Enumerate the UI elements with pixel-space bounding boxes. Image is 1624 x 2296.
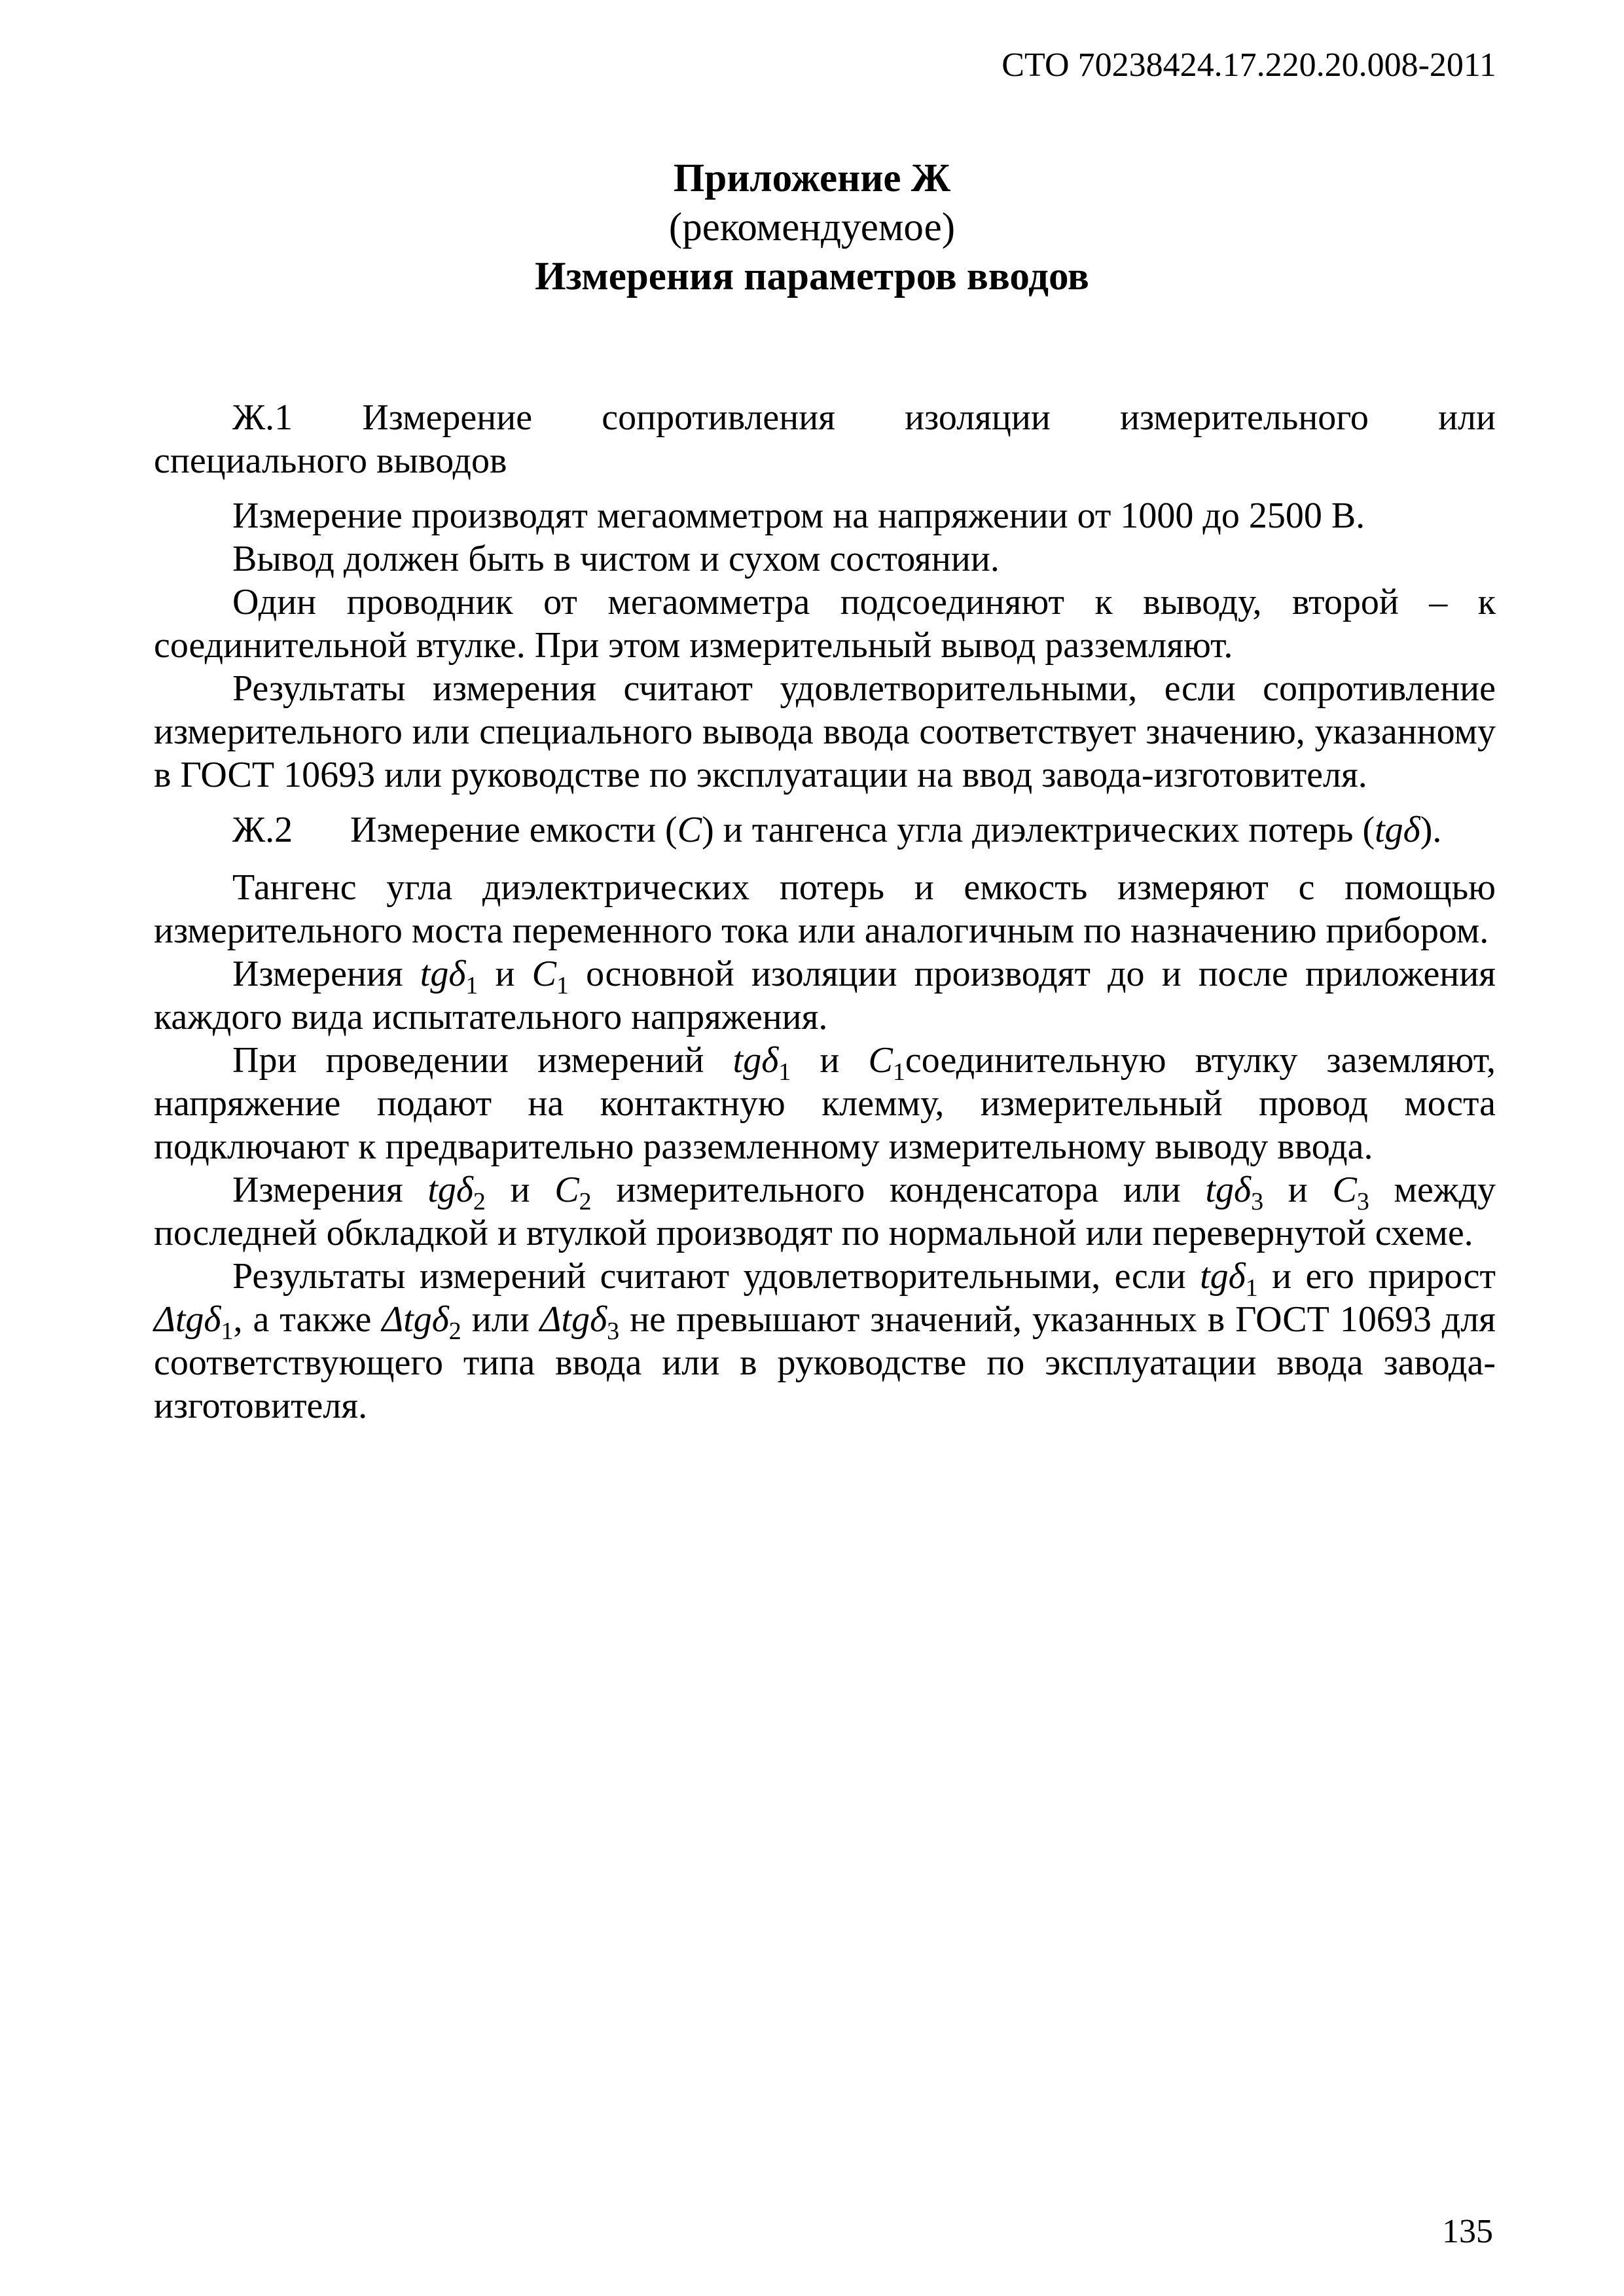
document-body (154, 396, 1496, 1427)
appendix-status: (рекомендуемое) (668, 206, 956, 249)
appendix-title (0, 154, 1624, 301)
tangent-symbol: tgδ (1375, 810, 1420, 850)
appendix-subject: Измерения параметров вводов (535, 255, 1089, 298)
heading-word: измерительного (1119, 397, 1369, 438)
paragraph: Результаты измерения считают удовлетворительными, если сопротивление измерительного или специального вывода ввода соответствует значению, указанному в ГОСТ 10693 или руководстве по эксплуатации на ввод завода-изготовителя. (154, 668, 1496, 795)
section-2-number: Ж.2 (232, 810, 293, 850)
section-2-heading: Ж.2 Измерение емкости (C) и тангенса угла диэлектрических потерь (tgδ). (232, 810, 1442, 850)
paragraph: Измерения tgδ$_2$ и $C_2$ измерительного конденсатора или tgδ$_3$ и $C_3$ между последней обкладкой и втулкой производят по нормальной или перевернутой схеме. (154, 1170, 1496, 1253)
paragraph: Измерение производят мегаомметром на напряжении от 1000 до 2500 В. (232, 495, 1365, 536)
heading-word: или (1438, 397, 1496, 438)
paragraph: Один проводник от мегаомметра подсоединяют к выводу, второй – к соединительной втулке. При этом измерительный вывод разземляют. (154, 582, 1496, 666)
paragraph: Результаты измерений считают удовлетворительными, если tgδ$_1$ и его прирост Δtgδ$_1$, а также Δtgδ$_2$ или Δtgδ$_3$ не превышают значений, указанных в ГОСТ 10693 для соответствующего типа ввода или в руководстве по эксплуатации ввода завода-изготовителя. (154, 1256, 1496, 1426)
page-number: 135 (1442, 2213, 1493, 2250)
paragraph: Измерения tgδ$_1$ и $C_1$ основной изоляции производят до и после приложения каждого вида испытательного напряжения. (154, 954, 1496, 1037)
paragraph: Тангенс угла диэлектрических потерь и емкость измеряют с помощью измерительного моста переменного тока или аналогичным по назначению прибором. (154, 867, 1496, 951)
heading-word: Измерение (362, 397, 533, 438)
appendix-label: Приложение Ж (673, 156, 951, 200)
heading-word: изоляции (905, 397, 1051, 438)
section-1-heading (154, 396, 1496, 439)
section-1-heading-continuation: специального выводов (154, 440, 507, 481)
capacitance-symbol: C (677, 810, 702, 850)
heading-word: сопротивления (602, 397, 835, 438)
document-code: СТО 70238424.17.220.20.008-2011 (1001, 46, 1496, 84)
paragraph: При проведении измерений tgδ$_1$ и $C_1соединительную$ втулку заземляют, напряжение подают на контактную клемму, измерительный провод моста подключают к предварительно разземленному измерительному выводу ввода. (154, 1040, 1496, 1167)
paragraph: Вывод должен быть в чистом и сухом состоянии. (232, 539, 1000, 579)
section-1-number: Ж.1 (232, 397, 293, 438)
